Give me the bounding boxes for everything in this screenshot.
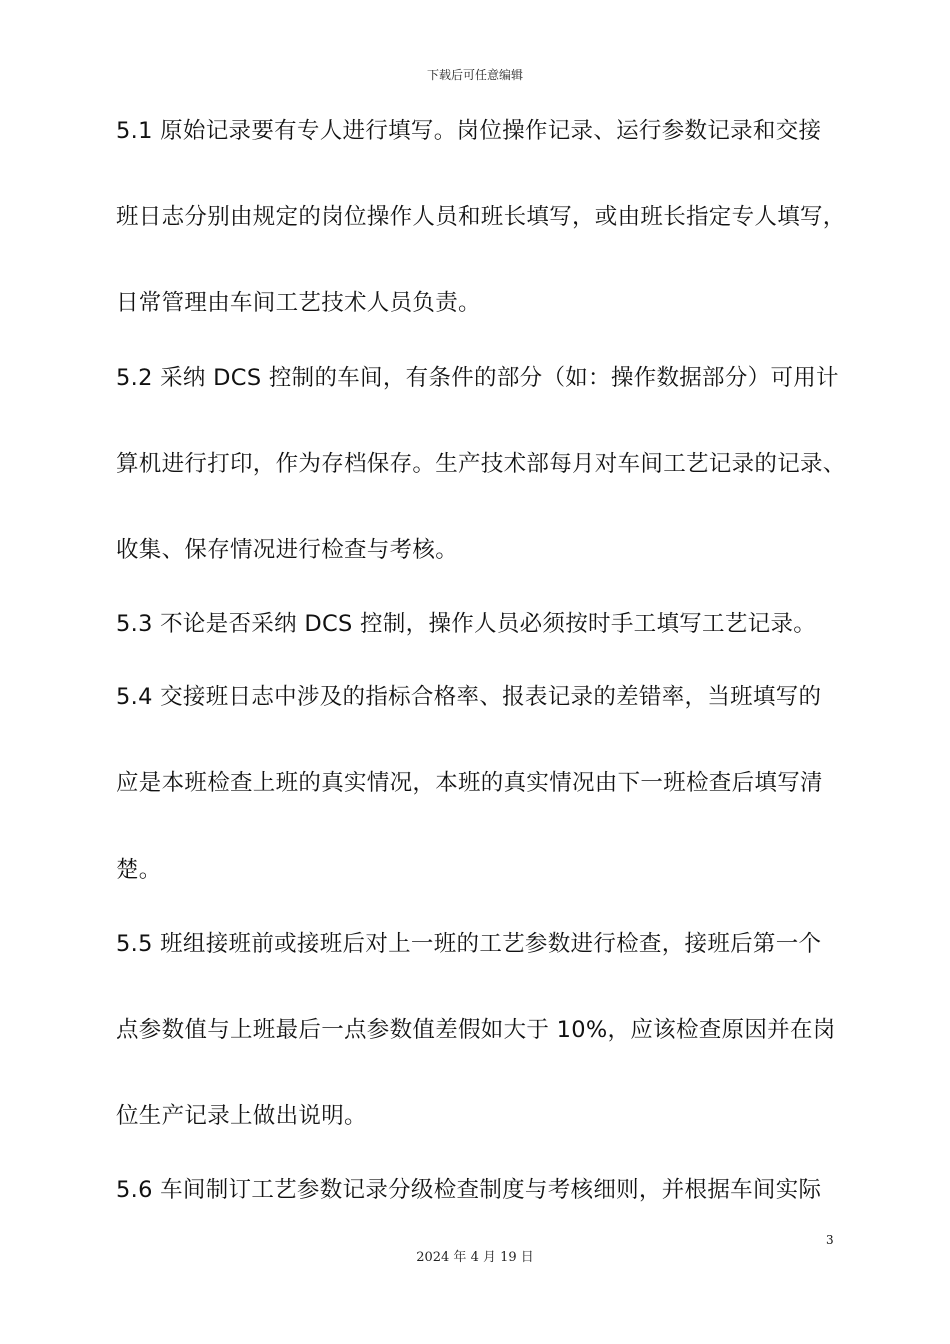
body-line: 应是本班检查上班的真实情况，本班的真实情况由下一班检查后填写清 <box>116 770 823 796</box>
body-line: 班日志分别由规定的岗位操作人员和班长填写，或由班长指定专人填写， <box>116 204 846 230</box>
body-line: 5.5 班组接班前或接班后对上一班的工艺参数进行检查，接班后第一个 <box>116 931 822 957</box>
body-line: 5.3 不论是否采纳 DCS 控制，操作人员必须按时手工填写工艺记录。 <box>116 611 817 637</box>
body-line: 算机进行打印，作为存档保存。生产技术部每月对车间工艺记录的记录、 <box>116 451 846 477</box>
body-line: 位生产记录上做出说明。 <box>116 1103 367 1129</box>
body-line: 楚。 <box>116 857 162 883</box>
body-line: 5.6 车间制订工艺参数记录分级检查制度与考核细则，并根据车间实际 <box>116 1177 822 1203</box>
body-line: 5.1 原始记录要有专人进行填写。岗位操作记录、运行参数记录和交接 <box>116 118 822 144</box>
body-line: 收集、保存情况进行检查与考核。 <box>116 537 459 563</box>
header-note: 下载后可任意编辑 <box>426 68 523 82</box>
body-line: 日常管理由车间工艺技术人员负责。 <box>116 290 481 316</box>
body-line: 5.2 采纳 DCS 控制的车间，有条件的部分（如：操作数据部分）可用计 <box>116 365 839 391</box>
footer-date: 2024 年 4 月 19 日 <box>416 1250 534 1265</box>
page-number: 3 <box>826 1233 834 1247</box>
body-line: 点参数值与上班最后一点参数值差假如大于 10%，应该检查原因并在岗 <box>116 1017 836 1043</box>
body-line: 5.4 交接班日志中涉及的指标合格率、报表记录的差错率，当班填写的 <box>116 684 822 710</box>
